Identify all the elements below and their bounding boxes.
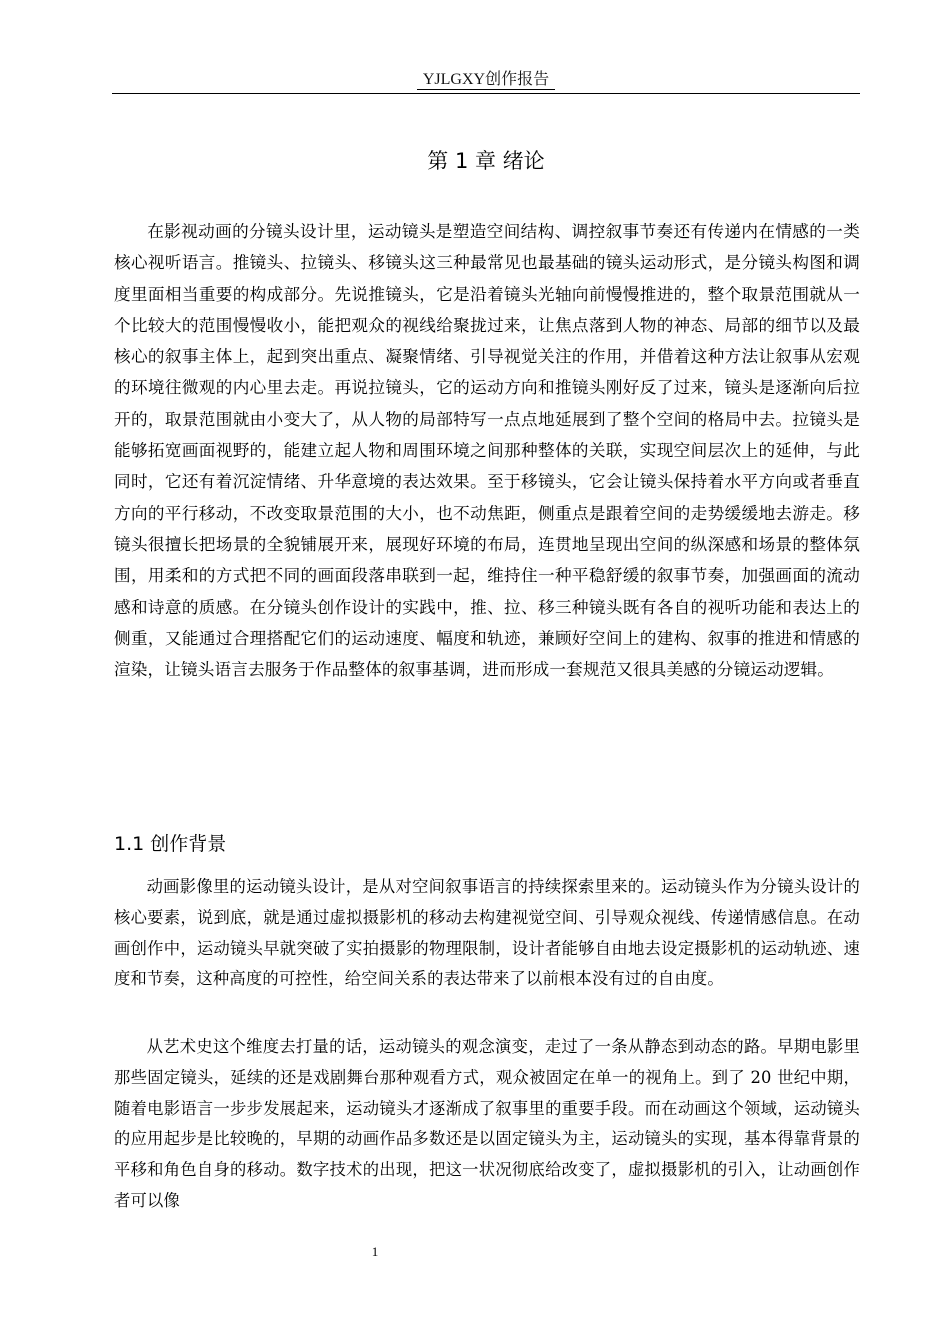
section-heading: 1.1 创作背景: [114, 833, 227, 855]
section-paragraph: 从艺术史这个维度去打量的话，运动镜头的观念演变，走过了一条从静态到动态的路。早期电影里那些固定镜头，延续的还是戏剧舞台那种观看方式，观众被固定在单一的视角上。到了 20 世纪中期，随着电影语言一步步发展起来，运动镜头才逐渐成了叙事里的重要手段。而在动画这个领域，运动镜头的应用起步是比较晚的，早期的动画作品多数还是以固定镜头为主，运动镜头的实现，基本得靠背景的平移和角色自身的移动。数字技术的出现，把这一状况彻底给改变了，虚拟摄影机的引入，让动画创作者可以像: [114, 1037, 860, 1210]
section-paragraph: 动画影像里的运动镜头设计，是从对空间叙事语言的持续探索里来的。运动镜头作为分镜头设计的核心要素，说到底，就是通过虚拟摄影机的移动去构建视觉空间、引导观众视线、传递情感信息。在动画创作中，运动镜头早就突破了实拍摄影的物理限制，设计者能够自由地去设定摄影机的运动轨迹、速度和节奏，这种高度的可控性，给空间关系的表达带来了以前根本没有过的自由度。: [114, 877, 860, 989]
chapter-title: 第 1 章 绪论: [427, 149, 545, 173]
chapter-intro-paragraph: 在影视动画的分镜头设计里，运动镜头是塑造空间结构、调控叙事节奏还有传递内在情感的一类核心视听语言。推镜头、拉镜头、移镜头这三种最常见也最基础的镜头运动形式，是分镜头构图和调度里面相当重要的构成部分。先说推镜头，它是沿着镜头光轴向前慢慢推进的，整个取景范围就从一个比较大的范围慢慢收小，能把观众的视线给聚拢过来，让焦点落到人物的神态、局部的细节以及最核心的叙事主体上，起到突出重点、凝聚情绪、引导视觉关注的作用，并借着这种方法让叙事从宏观的环境往微观的内心里去走。再说拉镜头，它的运动方向和推镜头刚好反了过来，镜头是逐渐向后拉开的，取景范围就由小变大了，从人物的局部特写一点点地延展到了整个空间的格局中去。拉镜头是能够拓宽画面视野的，能建立起人物和周围环境之间那种整体的关联，实现空间层次上的延伸，与此同时，它还有着沉淀情绪、升华意境的表达效果。至于移镜头，它会让镜头保持着水平方向或者垂直方向的平行移动，不改变取景范围的大小，也不动焦距，侧重点是跟着空间的走势缓缓地去游走。移镜头很擅长把场景的全貌铺展开来，展现好环境的布局，连贯地呈现出空间的纵深感和场景的整体氛围，用柔和的方式把不同的画面段落串联到一起，维持住一种平稳舒缓的叙事节奏，加强画面的流动感和诗意的质感。在分镜头创作设计的实践中，推、拉、移三种镜头既有各自的视听功能和表达上的侧重，又能通过合理搭配它们的运动速度、幅度和轨迹，兼顾好空间上的建构、叙事的推进和情感的渲染，让镜头语言去服务于作品整体的叙事基调，进而形成一套规范又很具美感的分镜运动逻辑。: [114, 222, 860, 680]
page-number: 1: [371, 1244, 379, 1259]
header-rule: [112, 93, 860, 94]
running-header: [112, 68, 860, 92]
running-header-title: YJLGXY创作报告: [417, 70, 555, 90]
